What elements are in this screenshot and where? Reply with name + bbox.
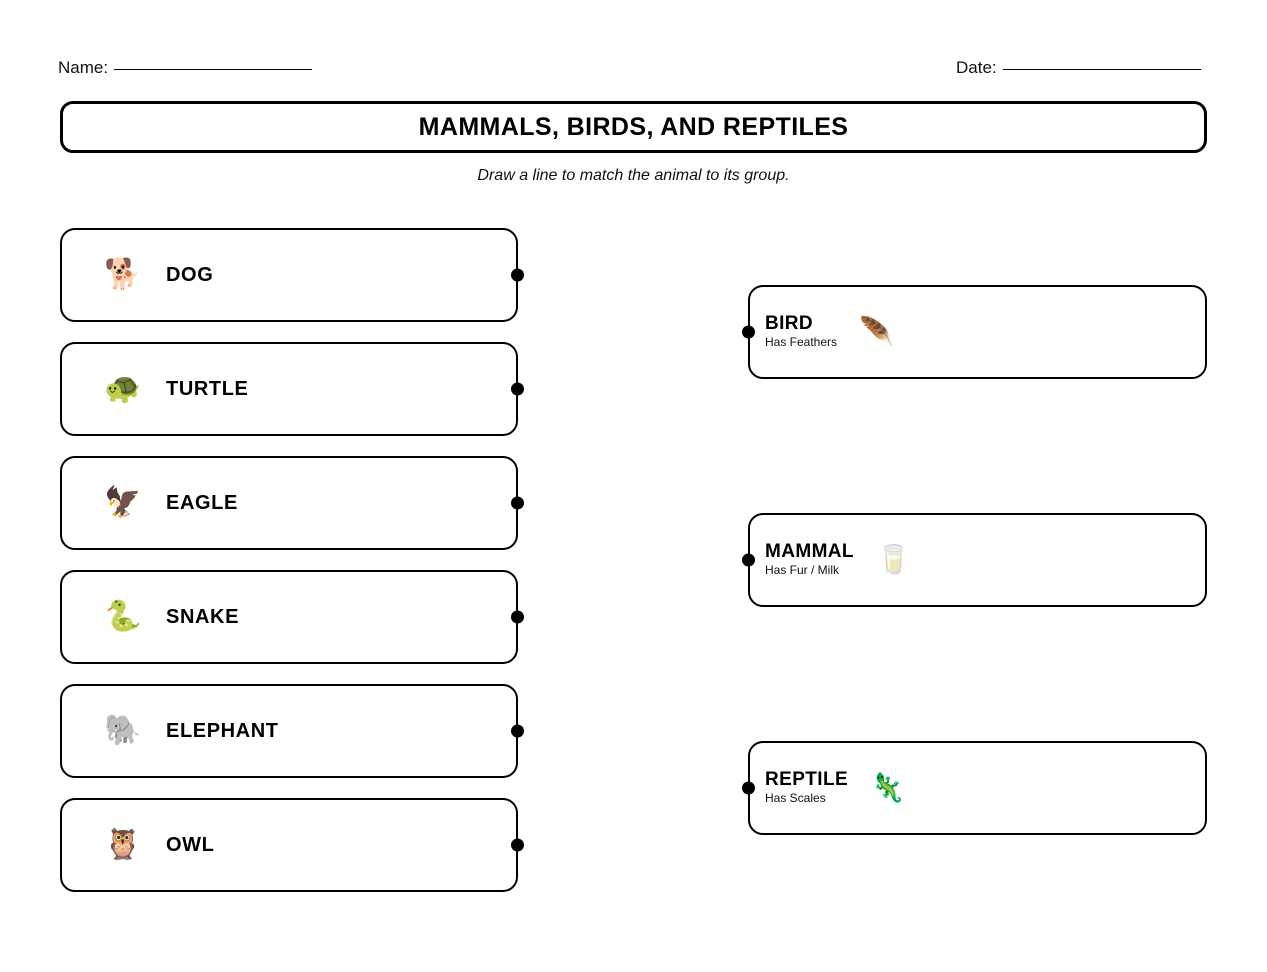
name-write-line[interactable] (114, 69, 312, 70)
animal-card-snake[interactable] (60, 570, 518, 664)
group-text-mammal (765, 542, 854, 578)
group-subtitle-mammal: Has Fur / Milk (765, 563, 840, 578)
connector-dot-dog[interactable] (511, 269, 524, 282)
owl-emoji: 🦉 (104, 828, 142, 861)
group-content-reptile (765, 770, 905, 806)
animal-card-elephant[interactable] (60, 684, 518, 778)
connector-dot-snake[interactable] (511, 611, 524, 624)
group-card-reptile[interactable] (748, 741, 1207, 835)
turtle-emoji: 🐢 (104, 372, 142, 405)
animal-label-turtle: TURTLE (166, 377, 249, 400)
animal-label-eagle: EAGLE (166, 491, 238, 514)
group-subtitle-bird: Has Feathers (765, 335, 838, 350)
name-label: Name: (58, 58, 109, 77)
group-content-bird (765, 314, 894, 350)
date-field[interactable] (956, 58, 1201, 78)
group-card-bird[interactable] (748, 285, 1207, 379)
dog-emoji: 🐕 (104, 258, 142, 291)
connector-dot-reptile[interactable] (742, 782, 755, 795)
group-card-mammal[interactable] (748, 513, 1207, 607)
animal-card-dog[interactable] (60, 228, 518, 322)
connector-dot-eagle[interactable] (511, 497, 524, 510)
connector-dot-bird[interactable] (742, 326, 755, 339)
group-title-bird: BIRD (765, 313, 814, 335)
connector-dot-elephant[interactable] (511, 725, 524, 738)
animal-card-eagle[interactable] (60, 456, 518, 550)
animal-card-owl[interactable] (60, 798, 518, 892)
animal-label-elephant: ELEPHANT (166, 719, 279, 742)
elephant-emoji: 🐘 (104, 714, 142, 747)
group-subtitle-reptile: Has Scales (765, 791, 826, 806)
group-title-mammal: MAMMAL (765, 541, 854, 563)
animal-label-owl: OWL (166, 833, 215, 856)
feather-emoji: 🪶 (859, 315, 894, 347)
date-label: Date: (956, 58, 997, 77)
group-text-bird (765, 314, 837, 350)
title-banner (60, 101, 1207, 153)
milk-glass-emoji: 🥛 (875, 543, 911, 575)
instruction-text: Draw a line to match the animal to its group. (477, 167, 790, 184)
eagle-emoji: 🦅 (104, 486, 142, 519)
page-title: MAMMALS, BIRDS, AND REPTILES (418, 112, 849, 141)
connector-dot-owl[interactable] (511, 839, 524, 852)
date-write-line[interactable] (1003, 69, 1201, 70)
animal-label-snake: SNAKE (166, 605, 240, 628)
name-field[interactable] (58, 58, 312, 78)
lizard-emoji: 🦎 (870, 771, 905, 803)
connector-dot-turtle[interactable] (511, 383, 524, 396)
group-content-mammal (765, 542, 911, 578)
group-text-reptile (765, 770, 848, 806)
snake-emoji: 🐍 (104, 600, 142, 633)
animal-label-dog: DOG (166, 263, 214, 286)
connector-dot-mammal[interactable] (742, 554, 755, 567)
group-title-reptile: REPTILE (765, 769, 849, 791)
animal-card-turtle[interactable] (60, 342, 518, 436)
